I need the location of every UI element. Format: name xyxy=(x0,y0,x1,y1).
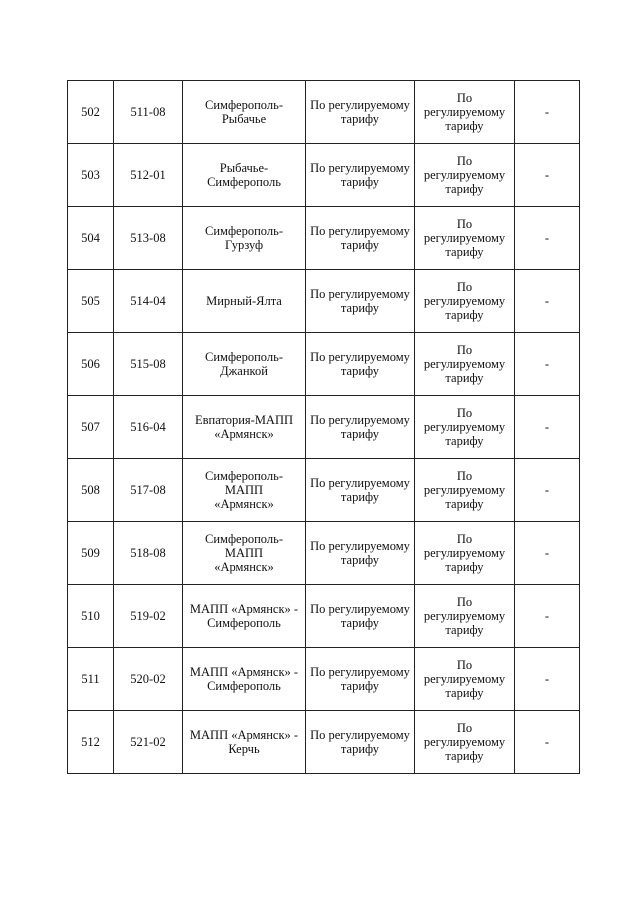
tariff-regulated-cell xyxy=(415,459,515,522)
tariff-text: По регулируемому тарифу xyxy=(310,665,410,693)
extra-cell: - xyxy=(515,144,580,207)
tariff-text: По регулируемому тарифу xyxy=(310,287,410,315)
tariff-regulated-text: По регулируемому тарифу xyxy=(423,280,506,322)
tariff-regulated-text: По регулируемому тарифу xyxy=(423,217,506,259)
route-code-cell: 514-04 xyxy=(114,270,183,333)
tariff-cell xyxy=(306,711,415,774)
route-number-cell: 505 xyxy=(68,270,114,333)
route-code-cell: 517-08 xyxy=(114,459,183,522)
tariff-text: По регулируемому тарифу xyxy=(310,728,410,756)
tariff-text: По регулируемому тарифу xyxy=(310,350,410,378)
tariff-text: По регулируемому тарифу xyxy=(310,413,410,441)
route-name-cell xyxy=(183,81,306,144)
route-name-cell xyxy=(183,648,306,711)
extra-cell: - xyxy=(515,207,580,270)
tariff-regulated-cell xyxy=(415,522,515,585)
route-code-cell: 516-04 xyxy=(114,396,183,459)
tariff-text: По регулируемому тарифу xyxy=(310,161,410,189)
extra-cell: - xyxy=(515,522,580,585)
tariff-regulated-text: По регулируемому тарифу xyxy=(423,658,506,700)
route-code-cell: 511-08 xyxy=(114,81,183,144)
route-number-cell: 507 xyxy=(68,396,114,459)
extra-cell: - xyxy=(515,711,580,774)
route-name-cell xyxy=(183,270,306,333)
route-number-cell: 504 xyxy=(68,207,114,270)
route-number-cell: 510 xyxy=(68,585,114,648)
table-row xyxy=(68,522,580,585)
tariff-text: По регулируемому тарифу xyxy=(310,98,410,126)
tariff-regulated-cell xyxy=(415,585,515,648)
route-name-cell xyxy=(183,711,306,774)
table-row xyxy=(68,144,580,207)
tariff-cell xyxy=(306,81,415,144)
route-name-text: МАПП «Армянск» - Симферополь xyxy=(189,602,299,630)
route-number-cell: 506 xyxy=(68,333,114,396)
route-name-text: МАПП «Армянск» - Симферополь xyxy=(189,665,299,693)
tariff-regulated-cell xyxy=(415,270,515,333)
tariff-cell xyxy=(306,522,415,585)
extra-cell: - xyxy=(515,396,580,459)
route-name-text: Симферополь- Рыбачье xyxy=(205,98,283,126)
route-name-text: Мирный-Ялта xyxy=(206,294,282,308)
extra-cell: - xyxy=(515,270,580,333)
route-number-cell: 508 xyxy=(68,459,114,522)
route-name-cell xyxy=(183,207,306,270)
route-name-text: Симферополь-МАПП «Армянск» xyxy=(205,469,283,511)
route-number-cell: 509 xyxy=(68,522,114,585)
tariff-text: По регулируемому тарифу xyxy=(310,539,410,567)
route-number-cell: 511 xyxy=(68,648,114,711)
table-row xyxy=(68,81,580,144)
extra-cell: - xyxy=(515,333,580,396)
route-number-cell: 512 xyxy=(68,711,114,774)
routes-table xyxy=(67,80,580,774)
route-name-cell xyxy=(183,144,306,207)
extra-cell: - xyxy=(515,459,580,522)
route-name-cell xyxy=(183,522,306,585)
table-row xyxy=(68,711,580,774)
route-name-text: МАПП «Армянск» - Керчь xyxy=(189,728,299,756)
tariff-regulated-text: По регулируемому тарифу xyxy=(423,532,506,574)
route-name-cell xyxy=(183,459,306,522)
tariff-regulated-text: По регулируемому тарифу xyxy=(423,343,506,385)
route-number-cell: 503 xyxy=(68,144,114,207)
tariff-cell xyxy=(306,144,415,207)
routes-table-body xyxy=(68,81,580,774)
table-row xyxy=(68,333,580,396)
route-name-text: Рыбачье- Симферополь xyxy=(207,161,281,189)
route-code-cell: 515-08 xyxy=(114,333,183,396)
tariff-regulated-cell xyxy=(415,81,515,144)
route-code-cell: 521-02 xyxy=(114,711,183,774)
route-name-cell xyxy=(183,333,306,396)
route-number-cell: 502 xyxy=(68,81,114,144)
tariff-cell xyxy=(306,396,415,459)
route-code-cell: 512-01 xyxy=(114,144,183,207)
table-row xyxy=(68,207,580,270)
route-name-cell xyxy=(183,396,306,459)
extra-cell: - xyxy=(515,81,580,144)
tariff-text: По регулируемому тарифу xyxy=(310,224,410,252)
route-code-cell: 513-08 xyxy=(114,207,183,270)
tariff-regulated-text: По регулируемому тарифу xyxy=(423,721,506,763)
table-row xyxy=(68,459,580,522)
tariff-cell xyxy=(306,648,415,711)
route-code-cell: 518-08 xyxy=(114,522,183,585)
route-name-text: Евпатория-МАПП «Армянск» xyxy=(194,413,294,441)
tariff-cell xyxy=(306,270,415,333)
tariff-regulated-text: По регулируемому тарифу xyxy=(423,91,506,133)
route-name-text: Симферополь- Гурзуф xyxy=(205,224,283,252)
route-code-cell: 520-02 xyxy=(114,648,183,711)
tariff-cell xyxy=(306,333,415,396)
route-name-cell xyxy=(183,585,306,648)
tariff-regulated-cell xyxy=(415,711,515,774)
tariff-cell xyxy=(306,585,415,648)
route-name-text: Симферополь- Джанкой xyxy=(205,350,283,378)
tariff-regulated-cell xyxy=(415,396,515,459)
table-row xyxy=(68,585,580,648)
tariff-regulated-text: По регулируемому тарифу xyxy=(423,406,506,448)
table-row xyxy=(68,270,580,333)
tariff-regulated-cell xyxy=(415,207,515,270)
extra-cell: - xyxy=(515,648,580,711)
tariff-text: По регулируемому тарифу xyxy=(310,476,410,504)
route-code-cell: 519-02 xyxy=(114,585,183,648)
extra-cell: - xyxy=(515,585,580,648)
tariff-regulated-text: По регулируемому тарифу xyxy=(423,469,506,511)
tariff-text: По регулируемому тарифу xyxy=(310,602,410,630)
tariff-regulated-text: По регулируемому тарифу xyxy=(423,595,506,637)
tariff-regulated-cell xyxy=(415,648,515,711)
tariff-regulated-text: По регулируемому тарифу xyxy=(423,154,506,196)
tariff-cell xyxy=(306,459,415,522)
tariff-cell xyxy=(306,207,415,270)
tariff-regulated-cell xyxy=(415,333,515,396)
table-row xyxy=(68,396,580,459)
table-row xyxy=(68,648,580,711)
tariff-regulated-cell xyxy=(415,144,515,207)
route-name-text: Симферополь-МАПП «Армянск» xyxy=(205,532,283,574)
